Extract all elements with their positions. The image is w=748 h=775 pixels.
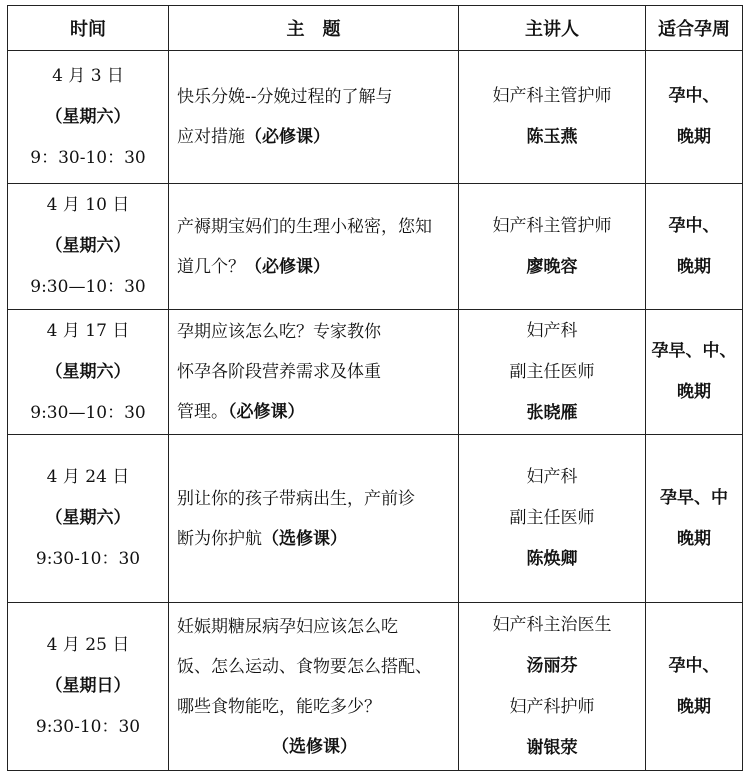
header-topic: 主 题 — [169, 6, 459, 51]
topic-line: 应对措施 — [177, 127, 245, 147]
weeks-line: 孕中、 — [668, 215, 720, 236]
topic-line: 别让你的孩子带病出生，产前诊 — [177, 488, 415, 509]
time-range: 9:30—10：30 — [30, 402, 146, 423]
date-cell — [8, 435, 169, 603]
speaker-name: 廖晚容 — [526, 256, 578, 277]
date: 4 月 17 日 — [46, 320, 130, 341]
header-time: 时间 — [8, 6, 169, 51]
weeks-line: 孕中、 — [668, 86, 720, 106]
table-header-row — [8, 6, 743, 51]
speaker-title: 妇产科主管护师 — [492, 86, 612, 106]
topic-line: 断为你护航 — [177, 528, 262, 549]
time-range: 9:30-10：30 — [35, 549, 141, 569]
header-weeks: 适合孕周 — [646, 6, 743, 51]
date-cell — [8, 310, 169, 435]
speaker-name: 陈焕卿 — [526, 549, 578, 569]
weeks-line: 孕中、 — [668, 655, 720, 676]
speaker-title: 副主任医师 — [509, 508, 595, 528]
speaker-title: 妇产科主管护师 — [492, 215, 612, 236]
topic-cell — [169, 51, 459, 184]
weeks-line: 晚期 — [677, 382, 711, 402]
speaker-name: 谢银荥 — [526, 737, 578, 758]
weeks-line: 孕早、中 — [660, 487, 728, 508]
topic-line: 快乐分娩--分娩过程的了解与 — [177, 87, 393, 107]
speaker-cell — [459, 310, 646, 435]
speaker-name: 陈玉燕 — [526, 127, 578, 147]
speaker-title: 妇产科护师 — [509, 696, 595, 717]
weeks-line: 晚期 — [677, 127, 711, 147]
table-row — [8, 603, 743, 771]
time-range: 9：30-10：30 — [30, 147, 146, 168]
topic-line: 孕期应该怎么吃？专家教你 — [177, 322, 381, 342]
speaker-title: 妇产科主治医生 — [492, 614, 612, 635]
date: 4 月 10 日 — [46, 195, 130, 215]
course-tag: （选修课） — [272, 736, 357, 757]
speaker-name: 汤丽芬 — [526, 655, 578, 676]
date-cell — [8, 603, 169, 771]
speaker-cell — [459, 435, 646, 603]
time-range: 9:30-10：30 — [35, 717, 141, 737]
time-range: 9:30—10：30 — [30, 277, 146, 297]
weeks-cell — [646, 435, 743, 603]
topic-line: 妊娠期糖尿病孕妇应该怎么吃 — [177, 616, 398, 637]
date: 4 月 24 日 — [46, 467, 130, 487]
speaker-cell — [459, 603, 646, 771]
topic-line: 产褥期宝妈们的生理小秘密，您知 — [177, 216, 432, 237]
date-cell — [8, 184, 169, 310]
topic-cell — [169, 435, 459, 603]
speaker-title: 副主任医师 — [509, 361, 595, 382]
topic-cell — [169, 310, 459, 435]
topic-line: 管理。 — [177, 402, 228, 422]
day-of-week: （星期六） — [45, 508, 131, 528]
table-row — [8, 184, 743, 310]
speaker-cell — [459, 51, 646, 184]
topic-cell — [169, 603, 459, 771]
speaker-name: 张晓雁 — [526, 402, 578, 423]
weeks-cell — [646, 51, 743, 184]
date-cell — [8, 51, 169, 184]
day-of-week: （星期六） — [45, 236, 131, 256]
table-row — [8, 51, 743, 184]
date: 4 月 25 日 — [46, 635, 130, 655]
course-tag: （必修课） — [245, 127, 330, 147]
lecture-schedule-table — [7, 5, 743, 771]
speaker-title: 妇产科 — [526, 467, 578, 487]
weeks-line: 晚期 — [677, 528, 711, 549]
weeks-line: 晚期 — [677, 256, 711, 277]
weeks-cell — [646, 603, 743, 771]
day-of-week: （星期六） — [45, 361, 131, 382]
topic-cell — [169, 184, 459, 310]
date: 4 月 3 日 — [52, 65, 124, 86]
topic-line: 道几个？ — [177, 256, 245, 277]
header-speaker: 主讲人 — [459, 6, 646, 51]
weeks-cell — [646, 310, 743, 435]
speaker-cell — [459, 184, 646, 310]
table-row — [8, 435, 743, 603]
day-of-week: （星期日） — [45, 676, 131, 696]
table-row — [8, 310, 743, 435]
weeks-line: 晚期 — [677, 696, 711, 717]
topic-line: 饭、怎么运动、食物要怎么搭配、 — [177, 656, 432, 677]
course-tag: （选修课） — [262, 528, 347, 549]
weeks-line: 孕早、中、 — [651, 341, 737, 361]
course-tag: （必修课） — [245, 256, 330, 277]
speaker-title: 妇产科 — [526, 320, 578, 341]
topic-line: 哪些食物能吃，能吃多少？ — [177, 696, 381, 717]
topic-line: 怀孕各阶段营养需求及体重 — [177, 362, 381, 382]
day-of-week: （星期六） — [45, 106, 131, 127]
course-tag: （必修课） — [228, 402, 305, 422]
weeks-cell — [646, 184, 743, 310]
